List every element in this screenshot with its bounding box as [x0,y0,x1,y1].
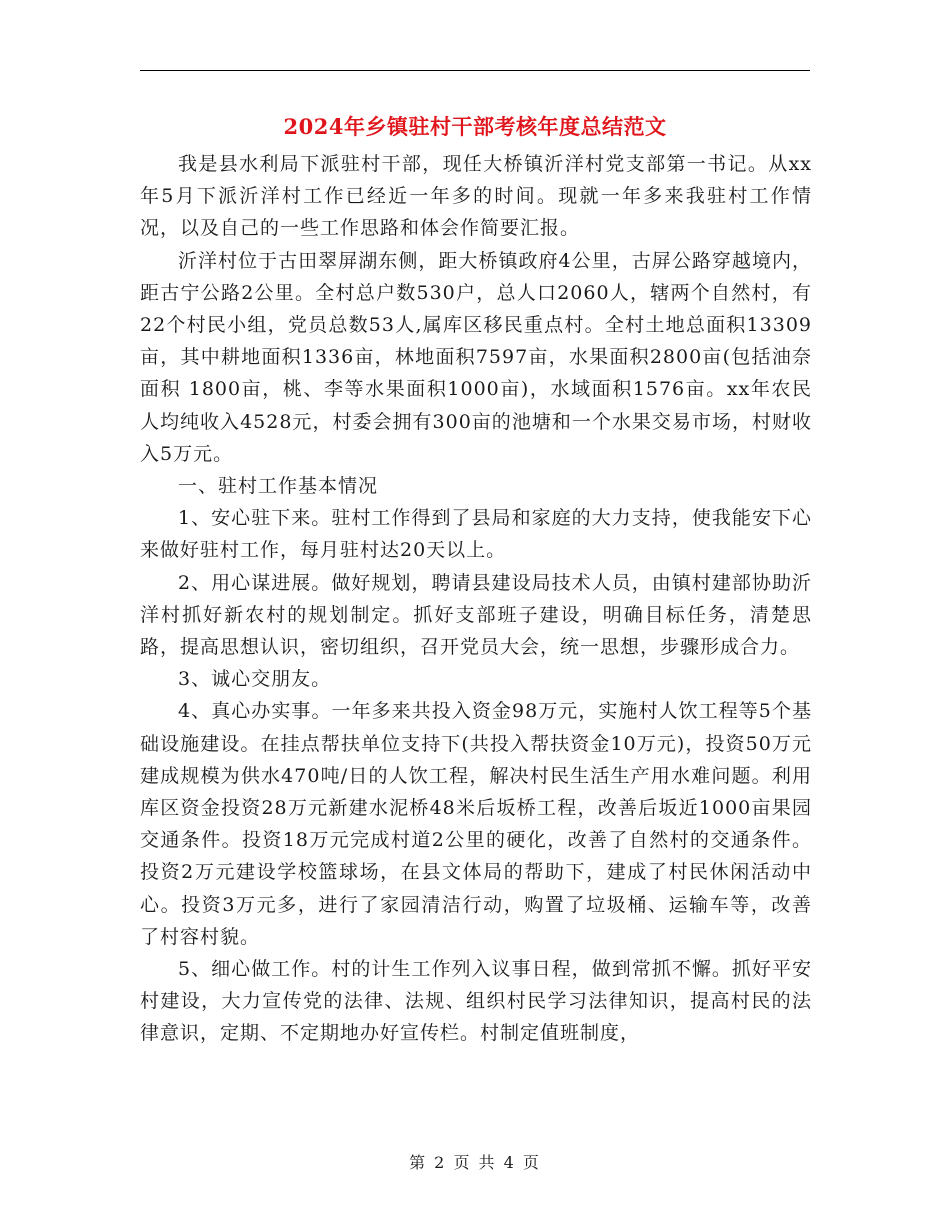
page-number-footer: 第 2 页 共 4 页 [409,1153,541,1172]
header-rule [140,70,810,71]
paragraph-intro: 我是县水利局下派驻村干部，现任大桥镇沂洋村党支部第一书记。从xx年5月下派沂洋村工作已经近一年多的时间。现就一年多来我驻村工作情况，以及自己的一些工作思路和体会作简要汇报。 [140,153,812,240]
paragraph-item-4: 4、真心办实事。一年多来共投入资金98万元，实施村人饮工程等5个基础设施建设。在挂点帮扶单位支持下(共投入帮扶资金10万元)，投资50万元建成规模为供水470吨/日的人饮工程，解决村民生活生产用水难问题。利用库区资金投资28万元新建水泥桥48米后坂桥工程，改善后坂近1000亩果园交通条件。投资18万元完成村道2公里的硬化，改善了自然村的交通条件。投资2万元建设学校篮球场，在县文体局的帮助下，建成了村民休闲活动中心。投资3万元多，进行了家园清洁行动，购置了垃圾桶、运输车等，改善了村容村貌。 [140,700,812,948]
paragraph-item-1: 1、安心驻下来。驻村工作得到了县局和家庭的大力支持，使我能安下心来做好驻村工作，每月驻村达20天以上。 [140,507,812,562]
document-title: 2024年乡镇驻村干部考核年度总结范文 [283,114,667,139]
paragraph-item-2: 2、用心谋进展。做好规划，聘请县建设局技术人员，由镇村建部协助沂洋村抓好新农村的规划制定。抓好支部班子建设，明确目标任务，清楚思路，提高思想认识，密切组织，召开党员大会，统一思想，步骤形成合力。 [140,571,812,659]
paragraph-village-overview: 沂洋村位于古田翠屏湖东侧，距大桥镇政府4公里，古屏公路穿越境内，距古宁公路2公里。全村总户数530户，总人口2060人，辖两个自然村，有22个村民小组，党员总数53人,属库区移民重点村。全村土地总面积13309亩，其中耕地面积1336亩，林地面积7597亩，水果面积2800亩(包括油奈面积 1800亩，桃、李等水果面积1000亩)，水域面积1576亩。xx年农民人均纯收入4528元，村委会拥有300亩的池塘和一个水果交易市场，村财收入5万元。 [140,249,812,465]
paragraph-item-3: 3、诚心交朋友。 [178,668,332,691]
document-body [140,148,812,1050]
section-heading: 一、驻村工作基本情况 [178,475,379,498]
paragraph-item-5: 5、细心做工作。村的计生工作列入议事日程，做到常抓不懈。抓好平安村建设，大力宣传党的法律、法规、组织村民学习法律知识，提高村民的法律意识，定期、不定期地办好宣传栏。村制定值班制度， [140,958,812,1045]
